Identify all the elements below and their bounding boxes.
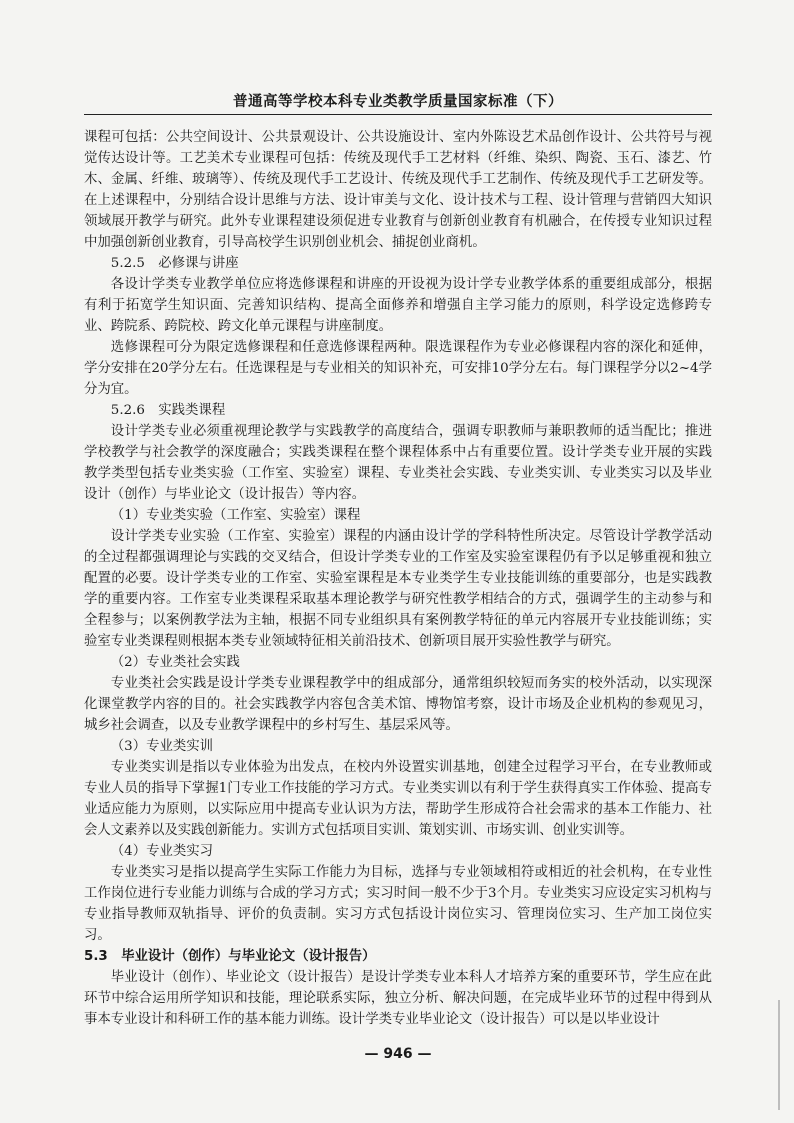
paragraph: 毕业设计（创作）、毕业论文（设计报告）是设计学类专业本科人才培养方案的重要环节，学生应在此环节中综合运用所学知识和技能，理论联系实际，独立分析、解决问题，在完成毕业环节的过程中得到从事本专业设计和科研工作的基本能力训练。设计学类专业毕业论文（设计报告）可以是以毕业设计 xyxy=(84,970,712,1027)
section-heading-5-2-5: 5.2.5 必修课与讲座 xyxy=(110,256,239,271)
section-heading-5-2-6: 5.2.6 实践类课程 xyxy=(110,403,226,418)
scan-edge-mark xyxy=(778,1000,780,1110)
subheading-4: （4）专业类实习 xyxy=(110,844,214,859)
body-text xyxy=(84,127,712,1030)
paragraph: 设计学类专业必须重视理论教学与实践教学的高度结合，强调专职教师与兼职教师的适当配比；推进学校教学与社会教学的深度融合；实践类课程在整个课程体系中占有重要位置。设计学类专业开展的实践教学类型包括专业类实验（工作室、实验室）课程、专业类社会实践、专业类实训、专业类实习以及毕业设计（创作）与毕业论文（设计报告）等内容。 xyxy=(84,424,712,502)
section-heading-5-3: 5.3 毕业设计（创作）与毕业论文（设计报告） xyxy=(84,949,376,964)
header-rule xyxy=(84,114,712,115)
paragraph: 专业类实训是指以专业体验为出发点，在校内外设置实训基地，创建全过程学习平台，在专业教师或专业人员的指导下掌握1门专业工作技能的学习方式。专业类实训以有利于学生获得真实工作体验、提高专业适应能力为原则，以实际应用中提高专业认识为方法，帮助学生形成符合社会需求的基本工作能力、社会人文素养以及实践创新能力。实训方式包括项目实训、策划实训、市场实训、创业实训等。 xyxy=(84,760,712,838)
paragraph: 设计学类专业实验（工作室、实验室）课程的内涵由设计学的学科特性所决定。尽管设计学教学活动的全过程都强调理论与实践的交叉结合，但设计学类专业的工作室及实验室课程仍有予以足够重视和独立配置的必要。设计学类专业的工作室、实验室课程是本专业类学生专业技能训练的重要部分，也是实践教学的重要内容。工作室专业类课程采取基本理论教学与研究性教学相结合的方式，强调学生的主动参与和全程参与；以案例教学法为主轴，根据不同专业组织具有案例教学特征的单元内容展开专业技能训练；实验室专业类课程则根据本类专业领域特征相关前沿技术、创新项目展开实验性教学与研究。 xyxy=(84,529,712,649)
subheading-3: （3）专业类实训 xyxy=(110,739,214,754)
paragraph: 选修课程可分为限定选修课程和任意选修课程两种。限选课程作为专业必修课程内容的深化和延伸，学分安排在20学分左右。任选课程是与专业相关的知识补充，可安排10学分左右。每门课程学分以2~4学分为宜。 xyxy=(84,340,712,397)
paragraph: 专业类实习是指以提高学生实际工作能力为目标，选择与专业领域相符或相近的社会机构，在专业性工作岗位进行专业能力训练与合成的学习方式；实习时间一般不少于3个月。专业类实习应设定实习机构与专业指导教师双轨指导、评价的负责制。实习方式包括设计岗位实习、管理岗位实习、生产加工岗位实习。 xyxy=(84,865,712,943)
page-number: — 946 — xyxy=(364,1046,432,1062)
paragraph: 专业类社会实践是设计学类专业课程教学中的组成部分，通常组织较短而务实的校外活动，以实现深化课堂教学内容的目的。社会实践教学内容包含美术馆、博物馆考察，设计市场及企业机构的参观见习，城乡社会调查，以及专业教学课程中的乡村写生、基层采风等。 xyxy=(84,676,712,733)
running-header: 普通高等学校本科专业类教学质量国家标准（下） xyxy=(233,94,563,110)
paragraph: 各设计学类专业教学单位应将选修课程和讲座的开设视为设计学专业教学体系的重要组成部分，根据有利于拓宽学生知识面、完善知识结构、提高全面修养和增强自主学习能力的原则，科学设定选修跨专业、跨院系、跨院校、跨文化单元课程与讲座制度。 xyxy=(84,277,712,334)
subheading-1: （1）专业类实验（工作室、实验室）课程 xyxy=(110,508,361,523)
subheading-2: （2）专业类社会实践 xyxy=(110,655,240,670)
paragraph: 课程可包括：公共空间设计、公共景观设计、公共设施设计、室内外陈设艺术品创作设计、公共符号与视觉传达设计等。工艺美术专业课程可包括：传统及现代手工艺材料（纤维、染织、陶瓷、玉石、漆艺、竹木、金属、纤维、玻璃等）、传统及现代手工艺设计、传统及现代手工艺制作、传统及现代手工艺研发等。在上述课程中，分别结合设计思维与方法、设计审美与文化、设计技术与工程、设计管理与营销四大知识领域展开教学与研究。此外专业课程建设须促进专业教育与创新创业教育有机融合，在传授专业知识过程中加强创新创业教育，引导高校学生识别创业机会、捕捉创业商机。 xyxy=(84,130,712,250)
